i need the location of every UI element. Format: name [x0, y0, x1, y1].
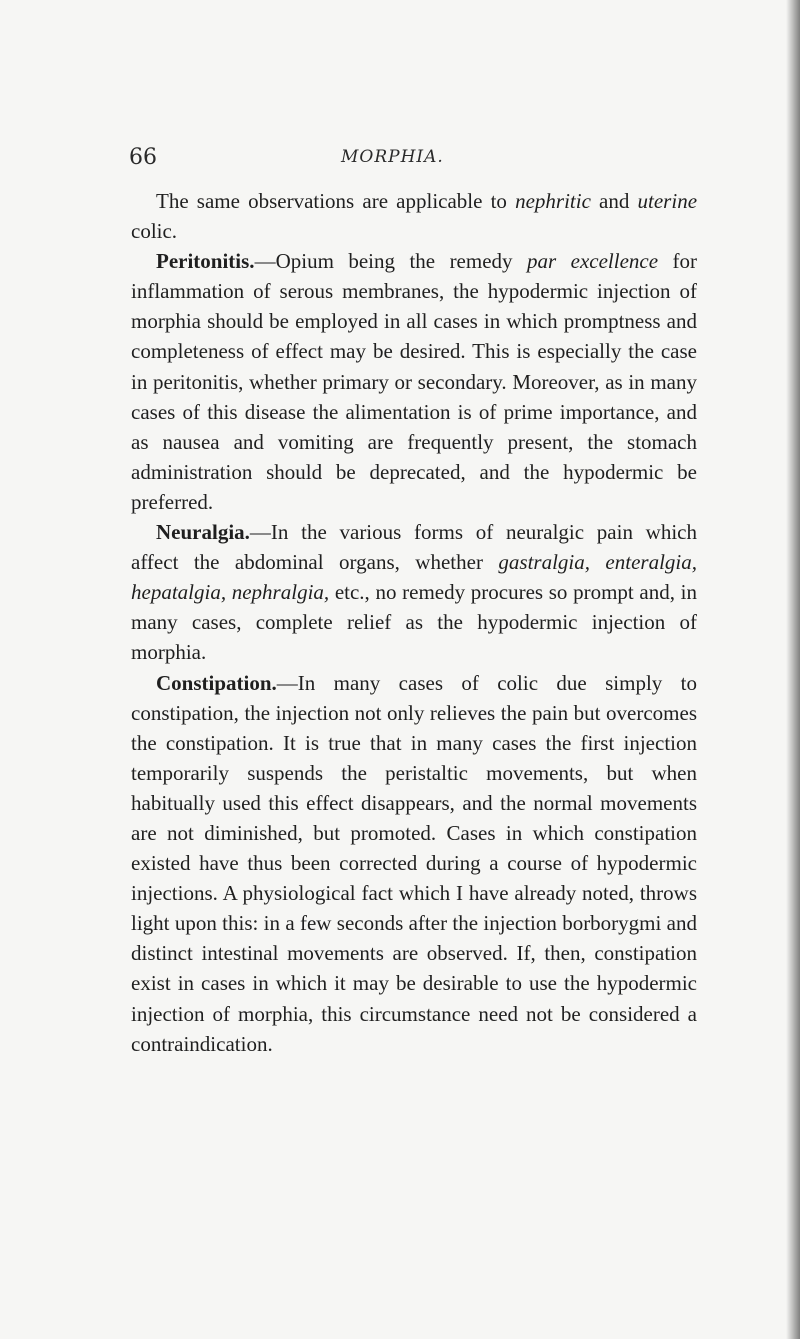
- page-edge-shadow: [786, 0, 800, 1339]
- text-run: —Opium being the remedy: [254, 249, 527, 274]
- paragraph-constipation: [131, 668, 697, 1059]
- italic-term: nephritic: [515, 189, 591, 213]
- text-run: The same observations are applicable to: [156, 189, 516, 213]
- italic-term: uterine: [637, 189, 698, 213]
- section-heading: Constipation.: [156, 670, 277, 695]
- section-heading: Peritonitis.: [156, 249, 255, 274]
- running-head: MORPHIA.: [341, 147, 444, 167]
- page-header: [129, 145, 689, 175]
- text-run: colic.: [131, 219, 178, 244]
- page-number: 66: [129, 145, 157, 170]
- body-text: [131, 186, 697, 1059]
- section-heading: Neuralgia.: [156, 520, 250, 545]
- paragraph-peritonitis: [131, 246, 697, 517]
- paragraph-neuralgia: [131, 517, 697, 667]
- text-run: —In the various forms of neuralgic pain which affect the abdominal organs, whether: [131, 520, 697, 575]
- italic-term: gastralgia, enteralgia, hepatalgia, nephralgia,: [131, 550, 697, 605]
- text-run: etc., no remedy procures so prompt and, in many cases, complete relief as the hypodermic injection of morphia.: [131, 580, 697, 665]
- text-run: and: [590, 189, 638, 213]
- text-run: for inflammation of serous membranes, the hypodermic injection of morphia should be employed in all cases in which promptness and completeness of effect may be desired. This is especially the case in peritonitis, whether primary or secondary. Moreover, as in many cases of this disease the alimentation is of prime importance, and as nausea and vomiting are frequently present, the stomach administration should be deprecated, and the hypodermic be preferred.: [131, 249, 697, 514]
- italic-term: par excellence: [527, 249, 659, 274]
- text-run: —In many cases of colic due simply to constipation, the injection not only relieves the pain but overcomes the constipation. It is true that in many cases the first injection temporarily suspends the peristaltic movements, but when habitually used this effect disappears, and the normal movements are not diminished, but promoted. Cases in which constipation existed have thus been corrected during a course of hypodermic injections. A physiological fact which I have already noted, throws light upon this: in a few seconds after the injection borborygmi and distinct intestinal movements are observed. If, then, constipation exist in cases in which it may be desirable to use the hypodermic injection of morphia, this circumstance need not be considered a contraindication.: [131, 670, 697, 1056]
- paragraph-colic: [131, 186, 697, 246]
